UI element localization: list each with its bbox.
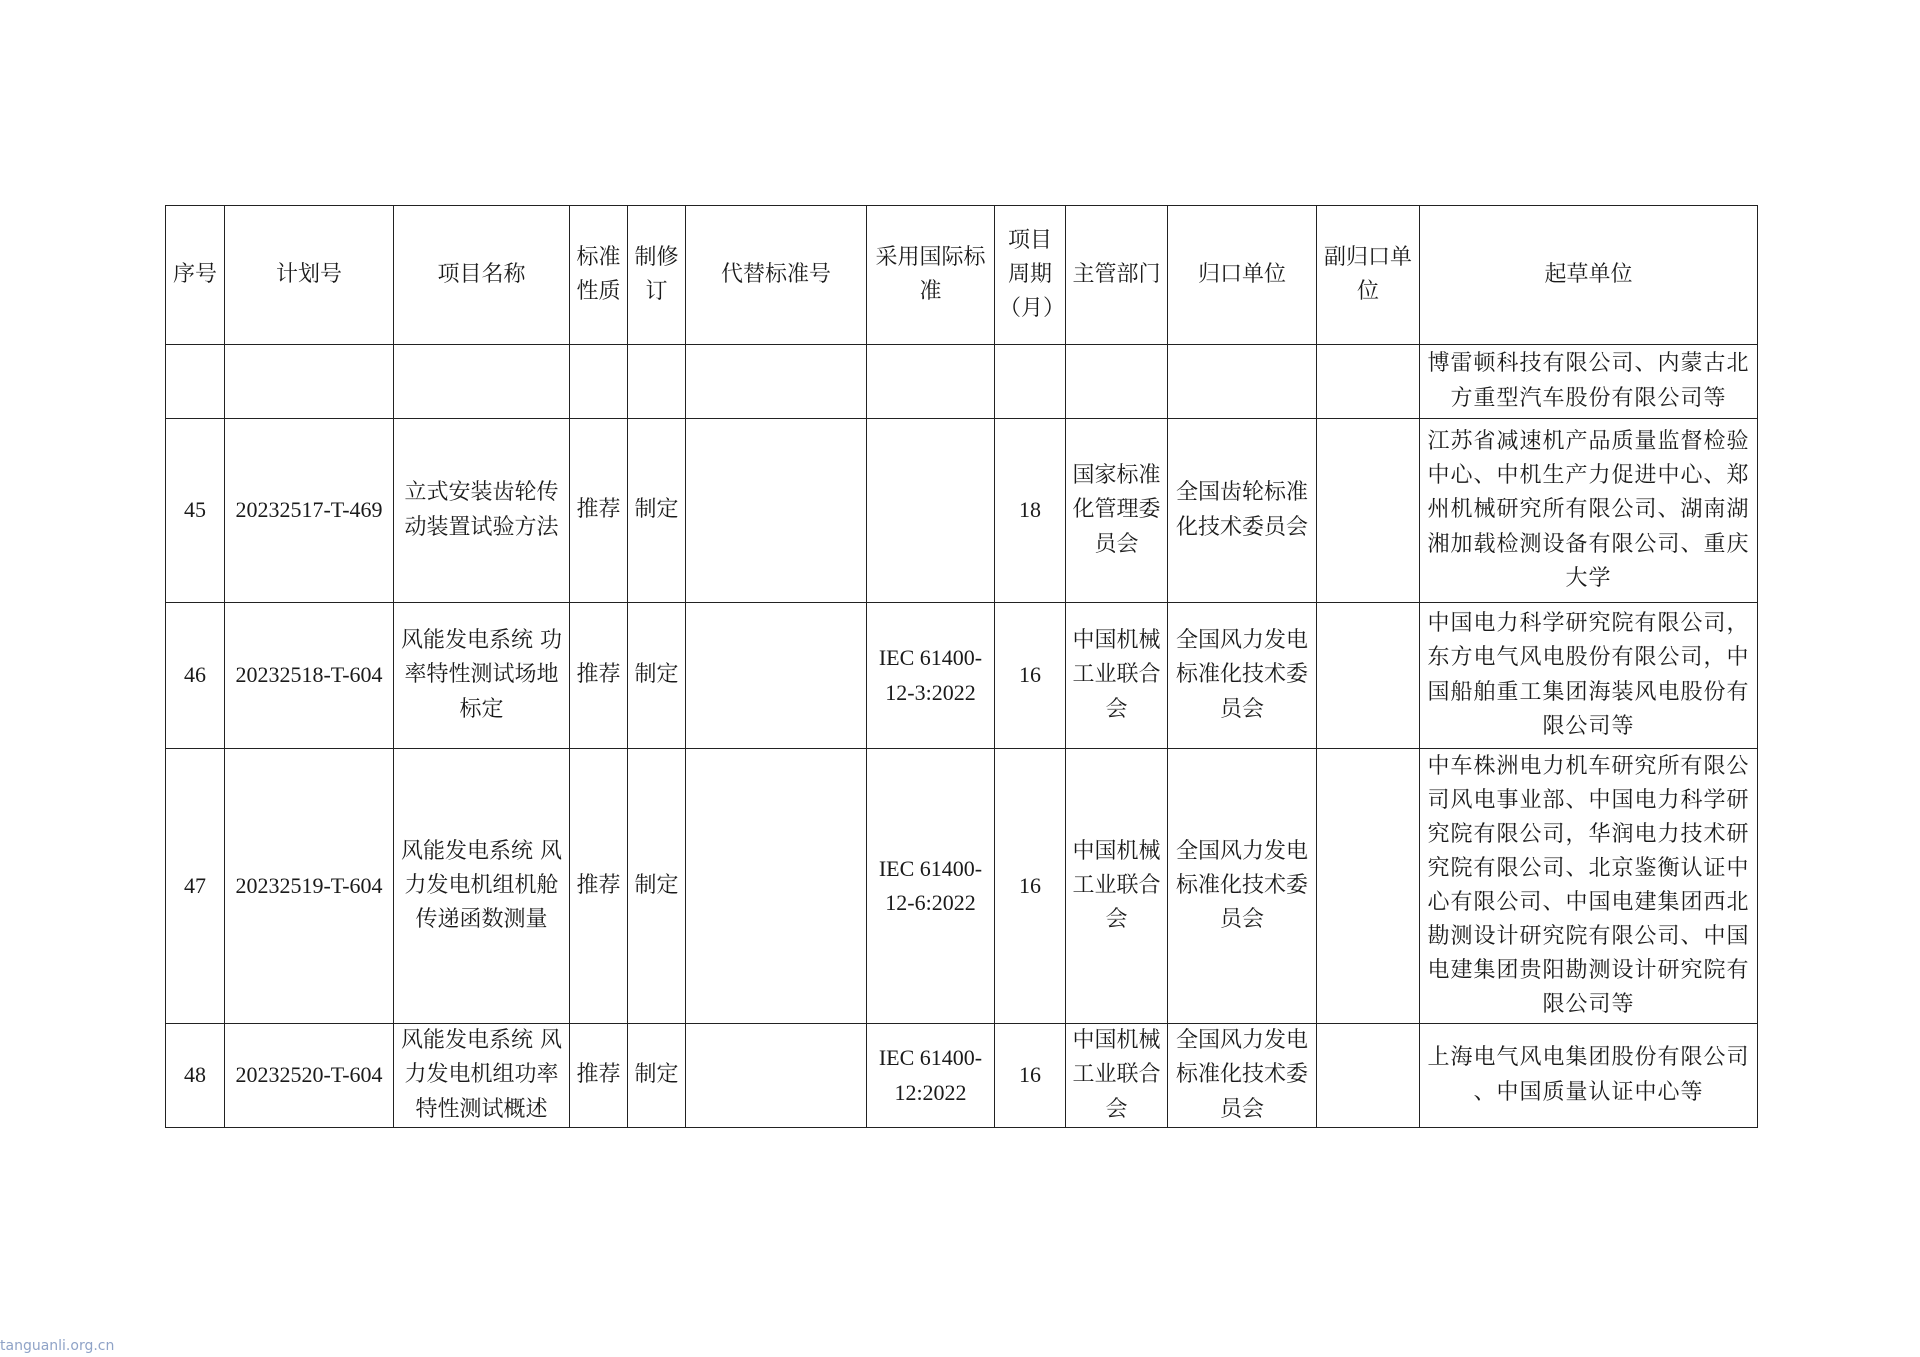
cell-replaced [686, 419, 867, 603]
cell-dept: 国家标准化管理委员会 [1066, 419, 1168, 603]
cell-replaced [686, 1024, 867, 1128]
cell-revision: 制定 [628, 749, 686, 1024]
cell-drafter: 上海电气风电集团股份有限公司 、中国质量认证中心等 [1420, 1024, 1758, 1128]
table-row [166, 749, 1758, 1024]
cell-cycle: 16 [995, 1024, 1066, 1128]
cell-replaced [686, 749, 867, 1024]
cell-sub-unit [1317, 749, 1420, 1024]
cell-plan-no: 20232520-T-604 [225, 1024, 394, 1128]
cell-drafter: 江苏省减速机产品质量监督检验中心、中机生产力促进中心、郑州机械研究所有限公司、湖南湖湘加载检测设备有限公司、重庆大学 [1420, 419, 1758, 603]
cell-nature: 推荐 [570, 603, 628, 749]
table-row [166, 345, 1758, 419]
cell-sub-unit [1317, 1024, 1420, 1128]
cell-cycle: 16 [995, 749, 1066, 1024]
cell-dept: 中国机械工业联合会 [1066, 1024, 1168, 1128]
cell-intl: IEC 61400-12:2022 [867, 1024, 995, 1128]
cell-dept [1066, 345, 1168, 419]
header-sub-unit: 副归口单位 [1317, 206, 1420, 345]
cell-intl: IEC 61400-12-3:2022 [867, 603, 995, 749]
cell-project-name: 立式安装齿轮传动装置试验方法 [394, 419, 570, 603]
cell-cycle: 18 [995, 419, 1066, 603]
cell-plan-no [225, 345, 394, 419]
cell-unit: 全国风力发电标准化技术委员会 [1168, 749, 1317, 1024]
cell-nature: 推荐 [570, 749, 628, 1024]
header-replaced-standard: 代替标准号 [686, 206, 867, 345]
cell-sub-unit [1317, 345, 1420, 419]
header-standard-nature: 标准性质 [570, 206, 628, 345]
cell-cycle [995, 345, 1066, 419]
standards-plan-table [165, 205, 1758, 1128]
cell-seq: 47 [166, 749, 225, 1024]
cell-nature: 推荐 [570, 419, 628, 603]
cell-nature [570, 345, 628, 419]
cell-seq: 45 [166, 419, 225, 603]
cell-replaced [686, 603, 867, 749]
cell-seq: 46 [166, 603, 225, 749]
cell-project-name: 风能发电系统 风力发电机组机舱传递函数测量 [394, 749, 570, 1024]
cell-project-name: 风能发电系统 功率特性测试场地标定 [394, 603, 570, 749]
cell-intl [867, 419, 995, 603]
table-row [166, 1024, 1758, 1128]
table-row [166, 419, 1758, 603]
cell-dept: 中国机械工业联合会 [1066, 603, 1168, 749]
cell-seq [166, 345, 225, 419]
site-watermark: tanguanli.org.cn [0, 1338, 115, 1354]
header-project-cycle: 项目周期（月） [995, 206, 1066, 345]
cell-drafter: 中车株洲电力机车研究所有限公司风电事业部、中国电力科学研究院有限公司，华润电力技术研究院有限公司、北京鉴衡认证中心有限公司、中国电建集团西北勘测设计研究院有限公司、中国电建集团贵阳勘测设计研究院有限公司等 [1420, 749, 1758, 1024]
cell-unit: 全国风力发电标准化技术委员会 [1168, 603, 1317, 749]
cell-unit: 全国风力发电标准化技术委员会 [1168, 1024, 1317, 1128]
header-plan-no: 计划号 [225, 206, 394, 345]
cell-revision: 制定 [628, 419, 686, 603]
header-project-name: 项目名称 [394, 206, 570, 345]
header-department: 主管部门 [1066, 206, 1168, 345]
cell-seq: 48 [166, 1024, 225, 1128]
cell-unit: 全国齿轮标准化技术委员会 [1168, 419, 1317, 603]
cell-revision: 制定 [628, 1024, 686, 1128]
cell-drafter: 中国电力科学研究院有限公司，东方电气风电股份有限公司，中国船舶重工集团海装风电股份有限公司等 [1420, 603, 1758, 749]
cell-plan-no: 20232518-T-604 [225, 603, 394, 749]
cell-sub-unit [1317, 419, 1420, 603]
cell-project-name [394, 345, 570, 419]
cell-sub-unit [1317, 603, 1420, 749]
header-international-standard: 采用国际标准 [867, 206, 995, 345]
cell-project-name: 风能发电系统 风力发电机组功率特性测试概述 [394, 1024, 570, 1128]
cell-nature: 推荐 [570, 1024, 628, 1128]
cell-intl: IEC 61400-12-6:2022 [867, 749, 995, 1024]
cell-revision: 制定 [628, 603, 686, 749]
header-revision: 制修订 [628, 206, 686, 345]
header-seq: 序号 [166, 206, 225, 345]
cell-cycle: 16 [995, 603, 1066, 749]
cell-intl [867, 345, 995, 419]
header-unit: 归口单位 [1168, 206, 1317, 345]
cell-drafter: 博雷顿科技有限公司、内蒙古北方重型汽车股份有限公司等 [1420, 345, 1758, 419]
cell-plan-no: 20232517-T-469 [225, 419, 394, 603]
table-row [166, 603, 1758, 749]
header-drafter: 起草单位 [1420, 206, 1758, 345]
cell-plan-no: 20232519-T-604 [225, 749, 394, 1024]
cell-unit [1168, 345, 1317, 419]
cell-replaced [686, 345, 867, 419]
cell-revision [628, 345, 686, 419]
cell-dept: 中国机械工业联合会 [1066, 749, 1168, 1024]
header-row [166, 206, 1758, 345]
